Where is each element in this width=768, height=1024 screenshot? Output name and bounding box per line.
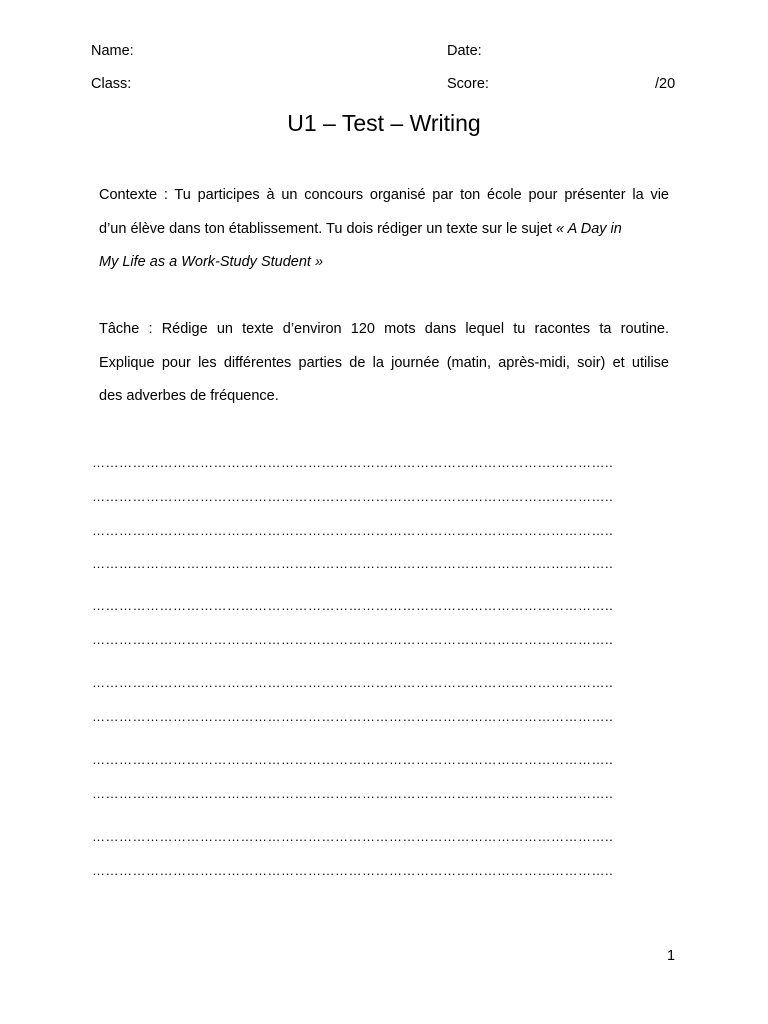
answer-line[interactable]: ……………………………………………………………………………………………………..	[92, 829, 614, 844]
context-line-2	[99, 213, 669, 247]
score-total: /20	[655, 76, 676, 92]
context-topic-part-2: My Life as a Work-Study Student »	[99, 254, 324, 271]
task-line-3: des adverbes de fréquence.	[99, 388, 279, 405]
context-line-2-text: d’un élève dans ton établissement. Tu dois rédiger un texte sur le sujet	[99, 220, 557, 237]
context-paragraph	[99, 179, 669, 280]
answer-line[interactable]: ……………………………………………………………………………………………………..	[92, 556, 614, 571]
answer-line[interactable]: ……………………………………………………………………………………………………..	[92, 523, 614, 538]
answer-line[interactable]: ……………………………………………………………………………………………………..	[92, 786, 614, 801]
page-number: 1	[667, 948, 676, 964]
date-label: Date:	[447, 43, 482, 59]
answer-line[interactable]: ……………………………………………………………………………………………………..	[92, 489, 614, 504]
answer-line[interactable]: ……………………………………………………………………………………………………..	[92, 598, 614, 613]
answer-line[interactable]: ……………………………………………………………………………………………………..	[92, 863, 614, 878]
context-line-3	[99, 246, 669, 280]
answer-line[interactable]: ……………………………………………………………………………………………………..	[92, 675, 614, 690]
name-label: Name:	[91, 43, 134, 59]
task-line-2: Explique pour les différentes parties de la journée (matin, après-midi, soir) et utilise	[99, 354, 669, 371]
context-line-1: Contexte : Tu participes à un concours organisé par ton école pour présenter la vie	[99, 187, 669, 203]
context-topic-part-1: « A Day in	[556, 220, 622, 237]
task-line-1: Tâche : Rédige un texte d’environ 120 mots dans lequel tu racontes ta routine.	[99, 321, 669, 337]
answer-line[interactable]: ……………………………………………………………………………………………………..	[92, 632, 614, 647]
score-label: Score:	[447, 76, 489, 92]
answer-line[interactable]: ……………………………………………………………………………………………………..	[92, 709, 614, 724]
page-title: U1 – Test – Writing	[287, 110, 481, 136]
answer-line[interactable]: ……………………………………………………………………………………………………..	[92, 455, 614, 470]
class-label: Class:	[91, 76, 132, 92]
task-paragraph	[99, 313, 669, 414]
answer-line[interactable]: ……………………………………………………………………………………………………..	[92, 752, 614, 767]
